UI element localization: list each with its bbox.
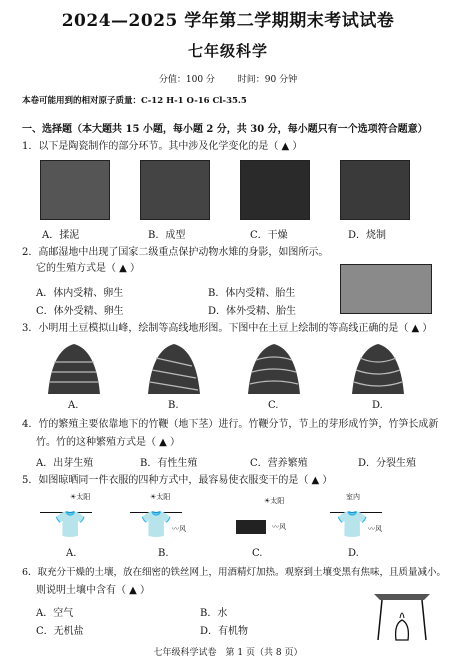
q1-image-a: [40, 160, 110, 220]
q5-option-b: B.: [158, 548, 169, 559]
q5-c-folded-shirt: [236, 520, 266, 534]
exam-title: 2024—2025 学年第二学期期末考试试卷: [61, 11, 395, 31]
q2-option-d: D．体外受精、胎生: [208, 306, 297, 317]
page-footer: 七年级科学试卷 第 1 页（共 8 页）: [153, 648, 303, 658]
atomic-mass-note: 本卷可能用到的相对原子质量：C-12 H-1 O-16 Cl-35.5: [22, 96, 247, 106]
score-time-line: [0, 72, 456, 85]
q3-option-c: C.: [268, 400, 279, 411]
q5-option-a: A.: [66, 548, 77, 559]
q3-option-d: D.: [372, 400, 383, 411]
q5-b-wind: 〰风: [172, 525, 186, 533]
score-text: 分值：100 分: [158, 75, 215, 85]
q5-stem: 5．如图晾晒同一件衣服的四种方式中，最容易使衣服变干的是（ ▲ ）: [22, 475, 333, 486]
q3-option-a: A.: [68, 400, 79, 411]
q1-option-c: C．干燥: [250, 230, 288, 241]
q5-b-shirt-icon: 👕: [140, 510, 173, 540]
q3-mound-c: [244, 340, 304, 396]
q5-option-d: D.: [348, 548, 359, 559]
q3-option-b: B.: [168, 400, 179, 411]
q3-mound-a: [44, 340, 104, 396]
q3-stem: 3．小明用土豆模拟山峰，绘制等高线地形图。下图中在土豆上绘制的等高线正确的是（ ▲ ）: [22, 323, 433, 334]
q6-option-a: A．空气: [36, 608, 74, 619]
q5-d-indoor: 室内: [346, 493, 360, 501]
q4-stem-line2: 竹。竹的这种繁殖方式是（ ▲ ）: [36, 437, 181, 448]
q2-option-c: C．体外受精、卵生: [36, 306, 124, 317]
q5-c-wind: 〰风: [272, 523, 286, 531]
q6-option-b: B．水: [200, 608, 228, 619]
q5-a-shirt-icon: 👕: [54, 510, 87, 540]
q4-option-a: A．出芽生殖: [36, 458, 94, 469]
q2-option-a: A．体内受精、卵生: [36, 288, 124, 299]
q4-option-b: B．有性生殖: [140, 458, 198, 469]
q1-image-b: [140, 160, 210, 220]
q2-stem-line2: 它的生殖方式是（ ▲ ）: [36, 263, 141, 274]
q1-option-b: B．成型: [148, 230, 186, 241]
q6-option-c: C．无机盐: [36, 626, 84, 637]
q3-mound-d: [348, 340, 408, 396]
q6-alcohol-lamp-diagram: [370, 586, 434, 642]
section-heading: 一、选择题（本大题共 15 小题，每小题 2 分，共 30 分，每小题只有一个选项符合题意）: [22, 124, 428, 135]
q1-image-c: [240, 160, 310, 220]
q4-option-d: D．分裂生殖: [358, 458, 417, 469]
q5-d-wind: 〰风: [368, 525, 382, 533]
q5-a-sun: ☀太阳: [70, 493, 91, 501]
q1-image-d: [340, 160, 410, 220]
q6-option-d: D．有机物: [200, 626, 249, 637]
q4-option-c: C．营养繁殖: [250, 458, 308, 469]
q5-b-sun: ☀太阳: [150, 493, 171, 501]
time-text: 时间：90 分钟: [237, 75, 298, 85]
q1-stem: 1．以下是陶瓷制作的部分环节。其中涉及化学变化的是（ ▲ ）: [22, 141, 303, 152]
q4-stem-line1: 4．竹的繁殖主要依靠地下的竹鞭（地下茎）进行。竹鞭分节，节上的芽形成竹笋，竹笋长成新: [22, 419, 439, 430]
q5-option-c: C.: [252, 548, 263, 559]
q1-option-a: A．揉泥: [42, 230, 80, 241]
q3-mound-b: [144, 340, 204, 396]
q2-option-b: B．体内受精、胎生: [208, 288, 296, 299]
q6-stem-line1: 6．取充分干燥的土壤，放在细密的铁丝网上，用酒精灯加热。观察到土壤变黑有焦味，且质量减小。: [22, 567, 447, 578]
q5-d-shirt-icon: 👕: [336, 510, 369, 540]
q5-c-sun: ☀太阳: [264, 497, 285, 505]
q6-stem-line2: 则说明土壤中含有（ ▲ ）: [36, 585, 151, 596]
q1-option-d: D．烧制: [348, 230, 387, 241]
q2-bird-image: [340, 264, 432, 314]
q2-stem-line1: 2．高邮湿地中出现了国家二级重点保护动物水雉的身影，如图所示。: [22, 247, 329, 258]
exam-subtitle: 七年级科学: [187, 42, 268, 60]
